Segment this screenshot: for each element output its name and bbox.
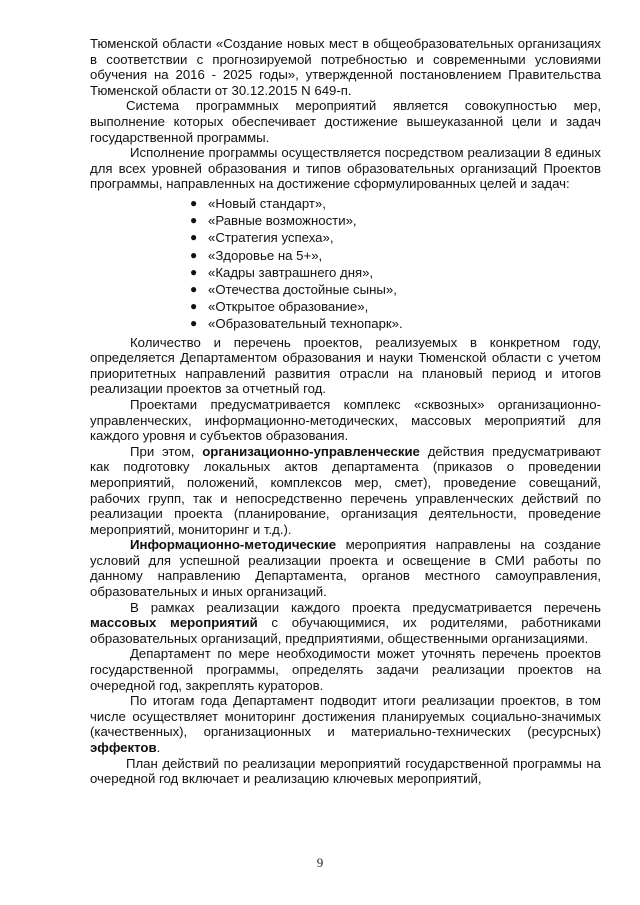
bold-term-effects: эффектов [90,740,157,755]
bullet-icon: ● [190,247,198,262]
paragraph-informational-measures [90,537,601,599]
bullet-icon: ● [190,230,198,245]
paragraph-program-reference: Тюменской области «Создание новых мест в общеобразовательных организациях в соответствии с прогнозируемой потребностью и современными условиями обучения на 2016 - 2025 годы», утвержденной постановлением Правительства Тюменской области от 30.12.2015 N 649-п. [90,36,601,98]
bullet-icon: ● [190,213,198,228]
bold-term-mass-events: массовых мероприятий [90,615,258,631]
list-item [190,264,601,281]
text-run: При этом, [130,443,203,459]
page-number: 9 [316,855,324,870]
text-run: По итогам года Департамент подводит итоги реализации проектов, в том числе осуществляет мониторинг достижения планируемых социально-значимых (качественных), организационных и материально-технических (ресурсных) [90,693,601,740]
list-item [190,229,601,246]
project-name: «Стратегия успеха», [208,230,334,246]
bold-term-organizational: организационно-управленческие [202,443,420,459]
list-item [190,315,601,332]
text-run: с обучающимися, их родителями, работниками образовательных организаций, предприятиями, общественными организациями. [90,615,602,646]
paragraph-department-updates: Департамент по мере необходимости может уточнять перечень проектов государственной программы, определять задачи реализации проектов на очередной год, закреплять кураторов. [90,646,601,693]
text-run: мероприятия направлены на создание условий для успешной реализации проекта и освещение в СМИ работы по данному направлению Департамента, органов местного самоуправления, образовательных и иных организаций. [90,537,601,600]
list-item [190,281,601,298]
project-name: «Здоровье на 5+», [208,247,323,263]
project-name: «Кадры завтрашнего дня», [208,264,374,280]
bullet-icon: ● [190,195,198,210]
project-name: «Равные возможности», [208,213,357,229]
list-item [190,247,601,264]
projects-list [90,195,601,333]
list-item [190,298,601,315]
paragraph-organizational-actions [90,444,601,538]
paragraph-system-of-measures: Система программных мероприятий является совокупностью мер, выполнение которых обеспечивает достижение вышеуказанной цели и задач государственной программы. [90,98,601,145]
text-run: . [156,740,161,755]
paragraph-mass-events [90,600,601,647]
bold-term-informational: Информационно-методические [130,537,337,553]
paragraph-program-execution: Исполнение программы осуществляется посредством реализации 8 единых для всех уровней образования и типов образовательных организаций Проектов программы, направленных на достижение сформулированных целей и задач: [90,145,601,192]
project-name: «Открытое образование», [208,299,369,315]
text-run: В рамках реализации каждого проекта предусматривается перечень [130,599,601,615]
list-item [190,212,601,229]
paragraph-projects-count: Количество и перечень проектов, реализуемых в конкретном году, определяется Департаментом образования и науки Тюменской области с учетом приоритетных направлений развития отрасли на плановый период и итогов реализации проектов за отчетный год. [90,334,601,397]
page-body [90,36,601,787]
text-run: действия предусматривают как подготовку локальных актов департамента (приказов о проведении мероприятий, положений, комплексов мер, смет), проведение совещаний, рабочих групп, так и непосредственно перечень управленческих действий по реализации проекта (планирование, организация деятельности, проведение мероприятий, мониторинг и т.д.). [90,443,602,537]
project-name: «Новый стандарт», [208,195,326,211]
paragraph-projects-complex: Проектами предусматривается комплекс «сквозных» организационно-управленческих, информационно-методических, массовых мероприятий для каждого уровня и субъектов образования. [90,396,601,444]
project-name: «Отечества достойные сыны», [208,281,397,297]
bullet-icon: ● [190,316,198,331]
bullet-icon: ● [190,264,198,279]
paragraph-action-plan: План действий по реализации мероприятий государственной программы на очередной год включает и реализацию ключевых мероприятий, [90,755,601,787]
bullet-icon: ● [190,299,198,314]
list-item [190,195,601,212]
paragraph-year-results [90,693,601,755]
project-name: «Образовательный технопарк». [208,316,403,332]
bullet-icon: ● [190,281,198,296]
